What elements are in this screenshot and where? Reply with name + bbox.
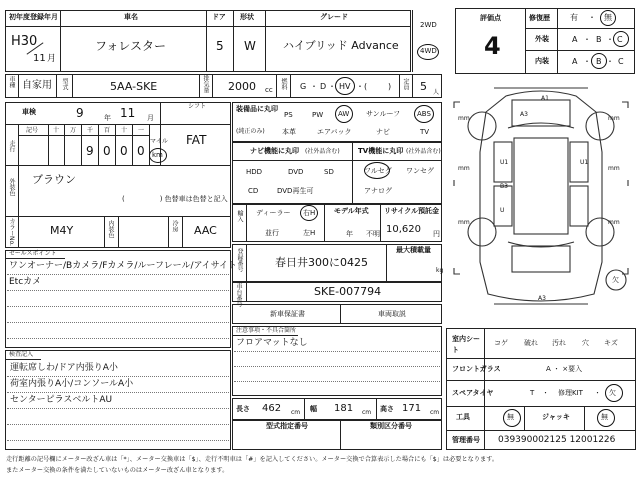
diagram-mm-tl: mm: [458, 115, 470, 122]
mileage-sign-label: 記号: [26, 127, 39, 134]
length-unit: cm: [291, 409, 301, 416]
first-reg-label: 初年度登録年月: [9, 13, 58, 21]
tv-note: (社外品含む): [406, 148, 441, 155]
registration-row: [5, 74, 442, 98]
usage-value: 自家用: [22, 80, 52, 91]
model-year-label: モデル年式: [334, 207, 369, 215]
displacement-label: 排気量: [202, 75, 209, 93]
navi-dvd-play: DVD再生可: [277, 187, 314, 195]
doors-value: 5: [216, 39, 224, 53]
equipment-label: 装備品に丸印: [236, 105, 278, 113]
navi-hdd: HDD: [246, 168, 263, 176]
place-label-sen: 千: [87, 127, 94, 134]
equip-navi: ナビ: [376, 128, 390, 136]
diagram-missing-mark: 欠: [612, 276, 619, 284]
place-label-ten: 十: [121, 127, 128, 134]
mileage-digit-6: 0: [137, 144, 145, 158]
capacity-label: 定員: [402, 78, 409, 90]
diagram-mm-bl: mm: [458, 219, 470, 226]
footer-line-2: またメーター交換の条件を満たしていないものはメーター改ざん車となります。: [6, 467, 229, 474]
warranty-block: [232, 304, 442, 324]
equip-aw: AW: [338, 110, 350, 118]
interior-c: C: [618, 57, 624, 66]
diagram-mm-br: mm: [608, 219, 620, 226]
inspection-month: 11: [120, 106, 136, 120]
plate-label: 登録番号: [236, 248, 243, 272]
length-label: 長さ: [236, 405, 250, 413]
steer-right: 右H: [303, 209, 316, 217]
grade-label: グレード: [320, 13, 348, 21]
front-glass-options: A ・ ×要入: [546, 365, 583, 373]
navi-dvd: DVD: [288, 168, 304, 176]
color-note: ( ) 色替車は色替と記入: [122, 195, 228, 203]
model-year-value: 不明: [366, 230, 380, 238]
import-dealer: ディーラー: [256, 209, 291, 217]
max-load-label: 最大積載量: [396, 246, 431, 254]
diagram-mark-u1-right: U1: [580, 159, 589, 166]
drive-2wd: 2WD: [420, 21, 437, 29]
seat-scratch: キズ: [604, 339, 618, 347]
tv-analog: アナログ: [364, 187, 392, 195]
mileage-label: 走行: [8, 140, 15, 152]
first-reg-month: 11: [33, 53, 46, 64]
exterior-grade-label: 外装: [535, 35, 549, 43]
exterior-c: C: [617, 35, 623, 44]
recycle-label: リサイクル預託金: [384, 207, 440, 215]
equip-airbag: エアバック: [317, 128, 352, 136]
height-label: 高さ: [380, 405, 394, 413]
seat-tear: 破れ: [524, 339, 538, 347]
height-unit: cm: [430, 409, 440, 416]
first-reg-month-unit: 月: [47, 54, 57, 64]
tv-oneseg: ワンセグ: [406, 167, 434, 175]
interior-a: A: [572, 57, 578, 66]
grade-value: ハイブリッド Advance: [283, 39, 399, 52]
inspector-line-3: センターピラスベルトAU: [10, 395, 113, 405]
place-label-one: 一: [138, 127, 145, 134]
shift-value: FAT: [186, 133, 207, 147]
manual-label: 車両取説: [378, 310, 406, 318]
mileage-digit-3: 9: [86, 144, 94, 158]
jack-value: 無: [601, 413, 608, 421]
width-unit: cm: [362, 409, 372, 416]
model-label: 型式: [61, 78, 68, 90]
capacity-value: 5: [420, 80, 427, 93]
mileage-unit-km: km: [152, 151, 163, 159]
chassis-value: SKE-007794: [314, 285, 382, 298]
recycle-value: 10,620: [386, 224, 421, 235]
diagram-mark-a1: A1: [541, 95, 549, 102]
interior-grade-label: 内装: [535, 57, 549, 65]
navi-cd: CD: [248, 187, 259, 195]
fuel-d: D: [320, 82, 327, 91]
width-label: 幅: [310, 405, 317, 413]
notes-block: [232, 326, 442, 396]
drive-4wd: 4WD: [420, 47, 437, 55]
color-code-value: M4Y: [50, 224, 74, 237]
notes-label: 注意事項・不具合箇所: [236, 327, 297, 334]
equipment-sublabel: (純正のみ): [236, 128, 265, 135]
navi-sd: SD: [324, 168, 334, 176]
equip-abs: ABS: [417, 110, 431, 118]
type-designation-label: 型式指定番号: [266, 422, 308, 430]
ac-value: AAC: [194, 224, 217, 237]
exterior-b: B: [596, 35, 602, 44]
class-number-label: 類別区分番号: [370, 422, 412, 430]
sales-points-label: セールスポイント: [9, 250, 57, 257]
repair-option-none: 無: [604, 13, 612, 22]
usage-label: 車種: [8, 76, 15, 88]
fuel-other-open: (: [364, 82, 368, 91]
mileage-unit-mile: マイル: [150, 138, 168, 145]
shift-label: シフト: [188, 103, 207, 110]
inspection-year: 9: [76, 106, 84, 120]
fuel-g: G: [300, 82, 307, 91]
first-reg-era-year: H30: [11, 34, 38, 49]
steer-left: 左H: [303, 229, 316, 237]
vehicle-name-label: 車名: [124, 13, 138, 21]
displacement-value: 2000: [228, 80, 256, 93]
score-value: 4: [484, 32, 501, 60]
inspection-label: 車検: [22, 108, 36, 116]
spare-tire-missing: 欠: [609, 389, 616, 397]
diagram-mark-u-lower: U: [500, 207, 505, 214]
mileage-digit-4: 0: [103, 144, 111, 158]
inspector-label: 検査記入: [9, 351, 34, 358]
max-load-unit: kg: [436, 267, 444, 274]
management-value: 039390002125 12001226: [498, 435, 616, 445]
capacity-unit: 人: [433, 89, 440, 96]
vehicle-name: フォレスター: [95, 39, 167, 53]
fuel-label: 燃料: [280, 78, 287, 90]
color-label: 外装色: [8, 178, 15, 196]
diagram-mm-tr: mm: [608, 115, 620, 122]
navi-label: ナビ機能に丸印: [250, 147, 299, 155]
navi-note: (社外品含む): [305, 148, 340, 155]
interior-color-label: 内装色: [107, 220, 114, 238]
equip-ps: PS: [284, 111, 293, 119]
width-value: 181: [334, 403, 354, 414]
chassis-label: 車台番号: [235, 283, 242, 307]
footer-line-1: 走行距離の記号欄にメーター改ざん車は「*」、メーター交換車は「$」、走行不明車は「#」を記入してください。メーター交換で合算表示した場合にも「$」は必要となります。: [6, 456, 499, 463]
repair-label: 修復歴: [529, 14, 550, 22]
body-shape-label: 形状: [240, 13, 254, 21]
inspector-line-2: 荷室内張りA小/コンソールA小: [10, 379, 134, 389]
new-car-warranty-label: 新車保証書: [270, 310, 305, 318]
interior-seat-label: 室内シート: [452, 335, 480, 354]
equip-pw: PW: [312, 111, 324, 119]
tv-label: TV機能に丸印: [358, 147, 404, 155]
seat-stain: 汚れ: [552, 339, 566, 347]
body-shape-value: W: [244, 39, 256, 53]
inspector-line-1: 運転席しわ/ドア内張りA小: [10, 363, 118, 373]
tools-value: 無: [507, 413, 514, 421]
diagram-mark-a3-bottom: A3: [538, 295, 546, 302]
recycle-unit: 円: [433, 230, 440, 238]
color-code-label: カラーNo.: [8, 218, 15, 246]
place-label-man: 万: [70, 127, 77, 134]
equip-tv: TV: [420, 128, 430, 136]
diagram-mark-u1-left: U1: [500, 159, 509, 166]
ac-label: 冷房: [171, 220, 178, 232]
diagram-mm-mr: mm: [608, 165, 620, 172]
fuel-hv: HV: [339, 82, 351, 91]
interior-b: B: [596, 57, 602, 66]
length-value: 462: [262, 403, 282, 414]
displacement-unit: cc: [265, 86, 273, 94]
front-glass-label: フロントガラス: [452, 365, 501, 373]
model-year-prefix: 年: [346, 230, 353, 238]
spare-tire-label: スペアタイヤ: [452, 389, 494, 397]
tv-fullseg: フルセグ: [364, 167, 392, 175]
doors-label: ドア: [212, 13, 226, 21]
notes-text: フロアマットなし: [236, 338, 308, 348]
management-label: 管理番号: [452, 436, 480, 444]
diagram-mm-ml: mm: [458, 165, 470, 172]
seat-hole: 穴: [582, 339, 589, 347]
plate-value: 春日井300に0425: [275, 256, 368, 269]
seat-burn: コゲ: [494, 339, 508, 347]
import-parallel: 並行: [265, 229, 279, 237]
equip-leather: 本革: [282, 128, 296, 136]
height-value: 171: [402, 403, 422, 414]
spare-tire-t: T: [530, 389, 535, 397]
fuel-other-close: ): [388, 82, 392, 91]
diagram-mark-b3: B3: [500, 183, 508, 190]
diagram-mark-a3-top: A3: [520, 111, 528, 118]
sales-point-line-2: Etcカメ: [9, 277, 42, 287]
tools-label: 工具: [456, 413, 470, 421]
import-label: 輸入: [236, 210, 243, 222]
jack-label: ジャッキ: [542, 413, 570, 421]
score-label: 評価点: [480, 14, 501, 22]
model-value: 5AA-SKE: [110, 80, 158, 93]
mileage-digit-5: 0: [120, 144, 128, 158]
sales-point-line-1: ワンオーナー/Bカメラ/Fカメラ/ルーフレール/アイサイト: [9, 261, 238, 271]
inspection-year-unit: 年: [104, 114, 111, 122]
inspection-month-unit: 月: [147, 114, 154, 122]
repair-option-yes: 有: [570, 13, 578, 22]
place-label-hyaku: 百: [104, 127, 111, 134]
color-value: ブラウン: [32, 173, 76, 186]
spare-tire-kit: 修理KIT: [558, 389, 583, 397]
exterior-a: A: [572, 35, 578, 44]
equip-sunroof: サンルーフ: [366, 110, 401, 118]
place-label-ten-man: 十: [53, 127, 60, 134]
